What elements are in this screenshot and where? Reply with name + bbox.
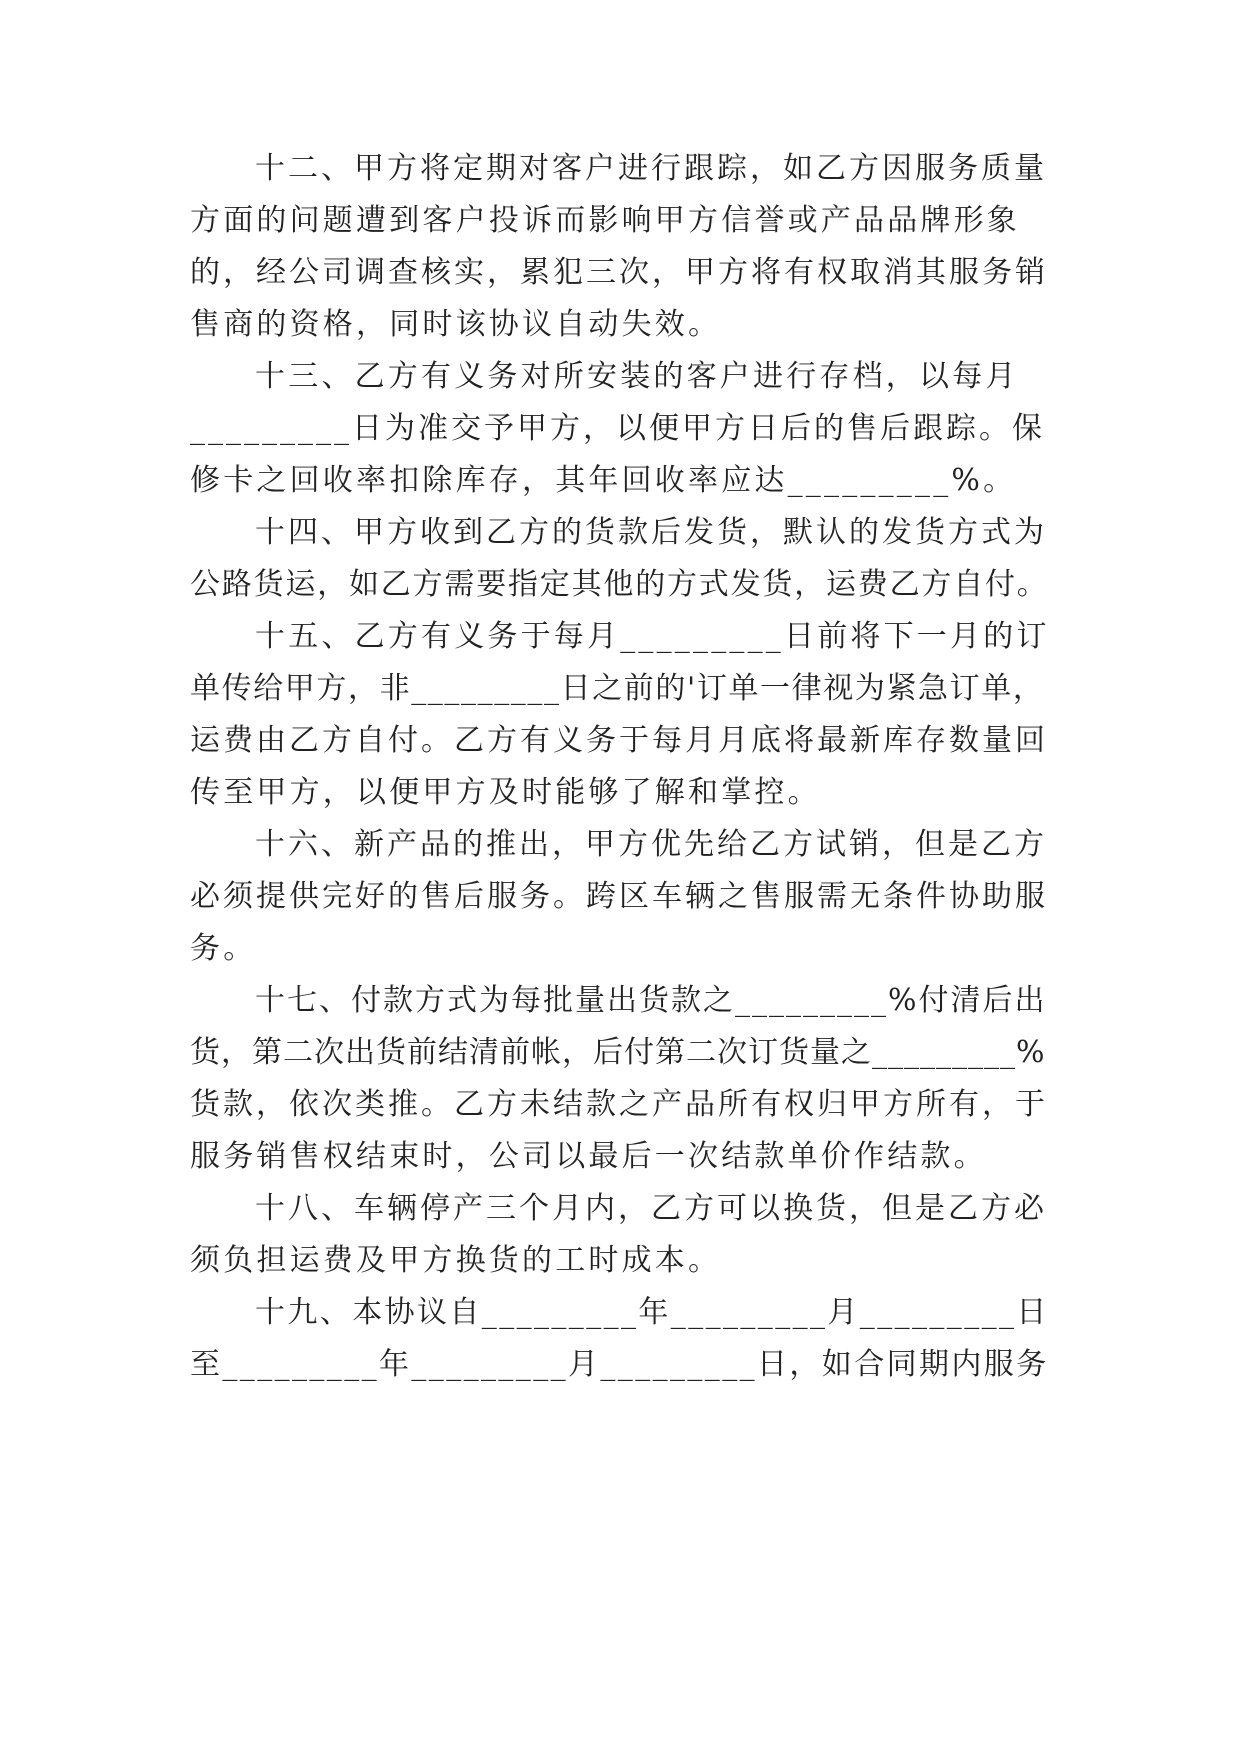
clause-18-line-1: 十八、车辆停产三个月内，乙方可以换货，但是乙方必	[255, 1191, 1047, 1226]
clause-12-line-1: 十二、甲方将定期对客户进行跟踪，如乙方因服务质量	[255, 151, 1047, 186]
clause-13-line-2: _________日为准交予甲方，以便甲方日后的售后跟踪。保	[190, 411, 1045, 446]
clause-12-line-3: 的，经公司调查核实，累犯三次，甲方将有权取消其服务销	[190, 255, 1048, 290]
clause-13-line-1: 十三、乙方有义务对所安装的客户进行存档，以每月	[255, 359, 1019, 394]
clause-13-line-3: 修卡之回收率扣除库存，其年回收率应达_________%。	[190, 463, 1017, 498]
clause-17-line-3: 货款，依次类推。乙方未结款之产品所有权归甲方所有，于	[190, 1087, 1048, 1122]
clause-19-line-2: 至_________年_________月_________日，如合同期内服务	[190, 1347, 1049, 1382]
clause-12-line-4: 售商的资格，同时该协议自动失效。	[190, 307, 722, 342]
clause-17-line-1: 十七、付款方式为每批量出货款之_________%付清后出	[255, 983, 1047, 1018]
clause-16-line-3: 务。	[190, 931, 257, 966]
clause-19-line-1: 十九、本协议自_________年_________月_________日	[255, 1295, 1049, 1330]
clause-15-line-4: 传至甲方，以便甲方及时能够了解和掌控。	[190, 775, 821, 810]
clause-15-line-2: 单传给甲方，非_________日之前的'订单一律视为紧急订单，	[190, 671, 1045, 706]
clause-17-line-2: 货，第二次出货前结清前帐，后付第二次订货量之_________%	[190, 1035, 1046, 1070]
clause-14-line-1: 十四、甲方收到乙方的货款后发货，默认的发货方式为	[255, 515, 1047, 550]
clause-18-line-2: 须负担运费及甲方换货的工时成本。	[190, 1243, 722, 1278]
clause-15-line-1: 十五、乙方有义务于每月_________日前将下一月的订	[255, 619, 1050, 654]
clause-16-line-1: 十六、新产品的推出，甲方优先给乙方试销，但是乙方	[255, 827, 1047, 862]
clause-12-line-2: 方面的问题遭到客户投诉而影响甲方信誉或产品品牌形象	[190, 203, 1020, 238]
clause-16-line-2: 必须提供完好的售后服务。跨区车辆之售服需无条件协助服	[190, 879, 1048, 914]
clause-15-line-3: 运费由乙方自付。乙方有义务于每月月底将最新库存数量回	[190, 723, 1048, 758]
clause-14-line-2: 公路货运，如乙方需要指定其他的方式发货，运费乙方自付。	[190, 567, 1049, 602]
clause-17-line-4: 服务销售权结束时，公司以最后一次结款单价作结款。	[190, 1139, 987, 1174]
